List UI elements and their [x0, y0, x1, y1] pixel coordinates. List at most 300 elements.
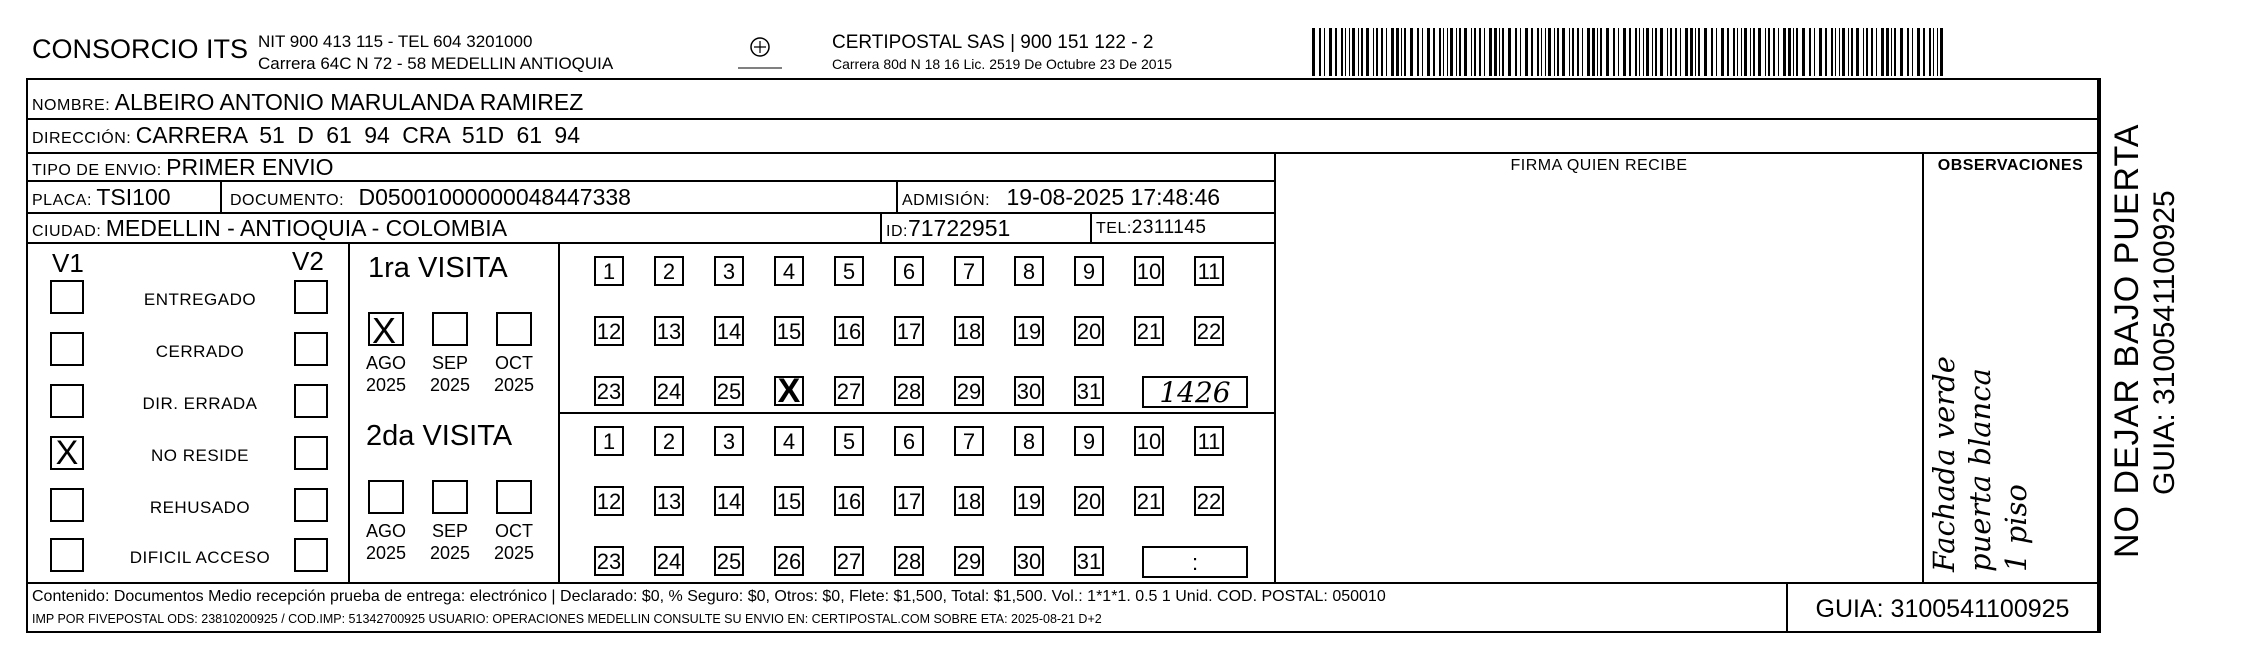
day-box [714, 546, 744, 576]
time-box [1142, 376, 1248, 408]
placa-value: TSI100 [96, 184, 171, 210]
day-number: 16 [836, 489, 862, 514]
certipostal-logo-icon [730, 34, 790, 74]
barcode-bar [1345, 28, 1346, 76]
barcode-bar [1814, 28, 1815, 76]
id-value: 71722951 [907, 215, 1011, 241]
day-box [774, 546, 804, 576]
barcode-bar [1891, 28, 1892, 76]
barcode-bar [1716, 28, 1717, 76]
tel-cell [1096, 217, 1206, 239]
day-number: 30 [1016, 549, 1042, 574]
first-visit-label: 1ra VISITA [368, 252, 508, 284]
documento-cell [230, 184, 631, 211]
day-number: 9 [1082, 259, 1096, 284]
day-number: 20 [1076, 489, 1102, 514]
barcode-bar [1704, 28, 1707, 76]
barcode-bar [1796, 28, 1798, 76]
barcode-bar [1675, 28, 1677, 76]
day-box [654, 376, 684, 406]
barcode-bar [1548, 28, 1551, 76]
barcode-bar [1670, 28, 1672, 76]
ciudad-value: MEDELLIN - ANTIOQUIA - COLOMBIA [105, 215, 508, 241]
barcode-bar [1515, 28, 1517, 76]
barcode-bar [1825, 28, 1827, 76]
status-label: REHUSADO [149, 498, 251, 517]
time-value: 1426 [1159, 376, 1231, 409]
day-box [894, 486, 924, 516]
barcode-bar [1848, 28, 1849, 76]
barcode-bar [1427, 28, 1430, 76]
day-number: 22 [1196, 489, 1222, 514]
day-box [1194, 426, 1224, 456]
day-box [834, 376, 864, 406]
day-number: 4 [782, 259, 796, 284]
barcode-bar [1643, 28, 1644, 76]
status-label: CERRADO [155, 342, 245, 361]
day-number: 17 [896, 319, 922, 344]
barcode-bar [1520, 28, 1521, 76]
status-v1-checkbox [50, 488, 84, 522]
day-number: 19 [1016, 319, 1042, 344]
day-number: 28 [896, 549, 922, 574]
observaciones-handwritten [1926, 356, 2034, 572]
day-box [894, 256, 924, 286]
day-box [714, 256, 744, 286]
barcode-bar [1835, 28, 1836, 76]
day-box [834, 316, 864, 346]
barcode-bar [1737, 28, 1738, 76]
day-box [1194, 486, 1224, 516]
barcode-bar [1525, 28, 1528, 76]
day-number: 25 [716, 549, 742, 574]
day-number: 29 [956, 379, 982, 404]
day-box [654, 256, 684, 286]
day-box [594, 376, 624, 406]
barcode-bar [1933, 28, 1934, 76]
month-label [358, 520, 414, 564]
barcode-bar [1456, 28, 1457, 76]
month-label [422, 352, 478, 396]
tel-label: TEL: [1096, 220, 1132, 237]
barcode-bar [1606, 28, 1609, 76]
barcode-bar [1765, 28, 1766, 76]
day-check-mark: X [777, 372, 801, 410]
month-year: 2025 [365, 543, 407, 563]
status-v1-checkbox [50, 384, 84, 418]
day-box [774, 486, 804, 516]
barcode-bar [1391, 28, 1394, 76]
observaciones-line-2: puerta blanca [1963, 368, 1997, 572]
barcode-bar [1471, 28, 1472, 76]
barcode-bar [1335, 28, 1337, 76]
barcode-bar [1929, 28, 1931, 76]
day-number: 3 [722, 429, 736, 454]
day-box [834, 486, 864, 516]
day-number: 8 [1022, 259, 1036, 284]
day-box [954, 486, 984, 516]
day-box [1194, 316, 1224, 346]
barcode-bar [1531, 28, 1533, 76]
barcode-bar [1886, 28, 1889, 76]
barcode-bar [1401, 28, 1402, 76]
day-box [1014, 426, 1044, 456]
day-number: 27 [836, 549, 862, 574]
month-check-mark: X [372, 310, 397, 351]
company-address: Carrera 64C N 72 - 58 MEDELLIN ANTIOQUIA [258, 54, 614, 73]
status-v1-checkbox [50, 280, 84, 314]
day-box [654, 546, 684, 576]
barcode-bar [1562, 28, 1565, 76]
certipostal-address: Carrera 80d N 18 16 Lic. 2519 De Octubre 23 De 2015 [832, 56, 1173, 72]
status-v2-checkbox [294, 332, 328, 366]
day-box [954, 316, 984, 346]
day-number: 3 [722, 259, 736, 284]
month-checkbox [496, 480, 532, 514]
tipo-envio-row [32, 154, 334, 181]
status-v2-checkbox [294, 488, 328, 522]
barcode-bar [1396, 28, 1399, 76]
barcode-bar [1788, 28, 1791, 76]
v2-label: V2 [292, 246, 324, 276]
day-box [1134, 316, 1164, 346]
day-number: 6 [902, 429, 916, 454]
day-box [1134, 426, 1164, 456]
day-box [594, 486, 624, 516]
day-box [594, 546, 624, 576]
nombre-row [32, 89, 583, 116]
barcode-bar [1753, 28, 1755, 76]
day-box [1074, 426, 1104, 456]
day-number: 21 [1136, 489, 1162, 514]
firma-label: FIRMA QUIEN RECIBE [1510, 157, 1688, 174]
day-number: 1 [602, 429, 616, 454]
barcode-bar [1569, 28, 1570, 76]
day-box [1014, 376, 1044, 406]
month-year: 2025 [493, 543, 535, 563]
day-box [954, 376, 984, 406]
day-number: 1 [602, 259, 616, 284]
barcode-bar [1635, 28, 1637, 76]
status-v1-checkbox [50, 538, 84, 572]
barcode-bar [1831, 28, 1833, 76]
day-box [954, 546, 984, 576]
id-cell [886, 215, 1010, 242]
barcode-bar [1545, 28, 1546, 76]
barcode-bar [1923, 28, 1925, 76]
admision-value: 19-08-2025 17:48:46 [1006, 184, 1221, 210]
admision-cell [902, 184, 1220, 211]
barcode-bar [1410, 28, 1413, 76]
day-box [1014, 546, 1044, 576]
status-v1-checkbox [50, 332, 84, 366]
day-box [1014, 316, 1044, 346]
observaciones-label: OBSERVACIONES [1937, 157, 2084, 174]
day-number: 6 [902, 259, 916, 284]
day-box [1074, 256, 1104, 286]
day-box [1014, 486, 1044, 516]
time-box [1142, 546, 1248, 578]
barcode-bar [1450, 28, 1453, 76]
day-number: 31 [1076, 549, 1102, 574]
barcode-bar [1773, 28, 1775, 76]
barcode-bar [1809, 28, 1811, 76]
month-checkbox [432, 312, 468, 346]
barcode-bar [1386, 28, 1387, 76]
day-box [1074, 316, 1104, 346]
barcode-bar [1900, 28, 1903, 76]
barcode-bar [1479, 28, 1481, 76]
day-number: 10 [1136, 259, 1162, 284]
barcode-bar [1856, 28, 1859, 76]
barcode-bar [1464, 28, 1467, 76]
placa-cell [32, 184, 171, 211]
barcode-bar [1783, 28, 1786, 76]
day-box [1074, 546, 1104, 576]
day-number: 21 [1136, 319, 1162, 344]
barcode-bar [1842, 28, 1845, 76]
barcode-bar [1381, 28, 1383, 76]
side-guia: GUIA: 3100541100925 [2148, 190, 2181, 495]
barcode-bar [1937, 28, 1938, 76]
day-box [1074, 376, 1104, 406]
barcode-bar [1484, 28, 1485, 76]
month-year: 2025 [365, 375, 407, 395]
day-number: 7 [962, 429, 976, 454]
barcode-bar [1577, 28, 1579, 76]
barcode-bar [1489, 28, 1492, 76]
barcode-bar [1502, 28, 1504, 76]
status-v2-checkbox [294, 538, 328, 572]
footer-imp: IMP POR FIVEPOSTAL ODS: 23810200925 / COD.IMP: 51342700925 USUARIO: OPERACIONES MEDELLIN CONSULTE SU ENVIO EN: CERTIPOSTAL.COM SOBRE ETA: 2025-08-21 D+2 [32, 612, 1102, 626]
barcode-bar [1474, 28, 1476, 76]
barcode-bar [1361, 28, 1363, 76]
day-box [1134, 486, 1164, 516]
day-number: 15 [776, 319, 802, 344]
ciudad-cell [32, 215, 507, 242]
barcode-bar [1685, 28, 1688, 76]
barcode-bar [1695, 28, 1696, 76]
day-box [894, 546, 924, 576]
barcode-bar [1312, 28, 1315, 76]
day-number: 23 [596, 379, 622, 404]
barcode-bar [1744, 28, 1747, 76]
barcode-bar [1376, 28, 1378, 76]
certipostal-logo [730, 34, 790, 74]
nombre-value: ALBEIRO ANTONIO MARULANDA RAMIREZ [114, 89, 584, 115]
status-v1-checkbox: X [50, 436, 84, 470]
barcode-bar [1447, 28, 1448, 76]
month-year: 2025 [429, 543, 471, 563]
observaciones-line-3: 1 piso [1999, 484, 2033, 572]
barcode-bar [1851, 28, 1853, 76]
day-box [954, 426, 984, 456]
day-number: 13 [656, 319, 682, 344]
barcode-bar [1341, 28, 1343, 76]
month-name: OCT [495, 353, 533, 373]
day-number: 15 [776, 489, 802, 514]
status-label: ENTREGADO [143, 290, 257, 309]
barcode-bar [1758, 28, 1761, 76]
status-label: NO RESIDE [150, 446, 250, 465]
direccion-value: CARRERA 51 D 61 94 CRA 51D 61 94 [135, 122, 581, 148]
day-box [654, 486, 684, 516]
barcode-bar [1652, 28, 1653, 76]
barcode-bar [1629, 28, 1631, 76]
day-number: 13 [656, 489, 682, 514]
day-box [834, 426, 864, 456]
day-number: 16 [836, 319, 862, 344]
day-number: 11 [1197, 429, 1221, 454]
month-name: OCT [495, 521, 533, 541]
barcode-bar [1600, 28, 1602, 76]
day-number: 22 [1196, 319, 1222, 344]
day-box [714, 316, 744, 346]
status-label: DIFICIL ACCESO [129, 548, 271, 567]
id-label: ID: [886, 223, 908, 240]
day-number: 26 [776, 549, 802, 574]
day-box [1074, 486, 1104, 516]
barcode-bar [1422, 28, 1423, 76]
admision-label: ADMISIÓN: [902, 192, 991, 209]
day-number: 27 [836, 379, 862, 404]
barcode-bar [1618, 28, 1619, 76]
day-number: 10 [1136, 429, 1162, 454]
barcode-bar [1917, 28, 1920, 76]
barcode-bar [1912, 28, 1913, 76]
barcode-bar [1907, 28, 1909, 76]
day-number: 20 [1076, 319, 1102, 344]
day-box [1194, 256, 1224, 286]
day-box [774, 426, 804, 456]
status-label: DIR. ERRADA [142, 394, 258, 413]
barcode-bar [1508, 28, 1511, 76]
month-name: SEP [431, 353, 469, 373]
day-number: 29 [956, 549, 982, 574]
day-box [774, 316, 804, 346]
barcode-bar [1741, 28, 1742, 76]
direccion-label: DIRECCIÓN: [32, 130, 132, 147]
barcode-bar [1582, 28, 1583, 76]
day-number: 18 [956, 319, 982, 344]
status-v2-checkbox [294, 280, 328, 314]
barcode-bar [1358, 28, 1359, 76]
footer-guia: GUIA: 3100541100925 [1815, 595, 2070, 623]
day-box [594, 316, 624, 346]
second-visit-label: 2da VISITA [366, 420, 513, 452]
day-box [594, 426, 624, 456]
day-box [654, 426, 684, 456]
barcode-bar [1863, 28, 1864, 76]
footer-contenido: Contenido: Documentos Medio recepción prueba de entrega: electrónico | Declarado: $0, % Seguro: $0, Otros: $0, Flete: $1,500, Total: $1,500. Vol.: 1*1*1. 0.5 1 Unid. COD. POSTAL: 050010 [32, 588, 1386, 605]
barcode-bar [1587, 28, 1590, 76]
time-value: : [1191, 550, 1199, 575]
no-dejar-bajo-puerta: NO DEJAR BAJO PUERTA [2108, 123, 2146, 558]
barcode-bar [1494, 28, 1497, 76]
day-number: 31 [1076, 379, 1102, 404]
barcode-bar [1768, 28, 1770, 76]
barcode-bar [1366, 28, 1369, 76]
month-label [486, 520, 542, 564]
month-label [486, 352, 542, 396]
barcode-bar [1750, 28, 1751, 76]
month-year: 2025 [493, 375, 535, 395]
barcode-bar [1433, 28, 1435, 76]
day-number: 11 [1197, 259, 1221, 284]
barcode-bar [1623, 28, 1626, 76]
barcode-bar [1802, 28, 1805, 76]
day-box [714, 426, 744, 456]
barcode-bar [1557, 28, 1559, 76]
barcode-bar [1698, 28, 1700, 76]
day-box [834, 256, 864, 286]
barcode-bar [1690, 28, 1693, 76]
direccion-row [32, 122, 580, 149]
tipo-envio-value: PRIMER ENVIO [166, 154, 334, 180]
month-checkbox [496, 312, 532, 346]
day-number: 9 [1082, 429, 1096, 454]
day-box [894, 316, 924, 346]
month-checkbox [368, 480, 404, 514]
nombre-label: NOMBRE: [32, 97, 111, 114]
barcode [1312, 28, 1947, 76]
company-nit: NIT 900 413 115 - TEL 604 3201000 [258, 32, 533, 51]
month-year: 2025 [429, 375, 471, 395]
barcode-bar [1499, 28, 1500, 76]
barcode-bar [1324, 28, 1325, 76]
status-v2-checkbox [294, 384, 328, 418]
barcode-bar [1881, 28, 1884, 76]
day-number: 23 [596, 549, 622, 574]
barcode-bar [1404, 28, 1406, 76]
placa-label: PLACA: [32, 192, 92, 209]
documento-label: DOCUMENTO: [230, 192, 345, 209]
barcode-bar [1721, 28, 1724, 76]
barcode-bar [1871, 28, 1873, 76]
barcode-bar [1592, 28, 1595, 76]
day-number: 2 [662, 429, 676, 454]
barcode-bar [1646, 28, 1649, 76]
day-box [894, 426, 924, 456]
day-box [774, 372, 804, 410]
day-box [894, 376, 924, 406]
day-box [714, 376, 744, 406]
day-number: 24 [656, 549, 682, 574]
barcode-bar [1349, 28, 1350, 76]
barcode-bar [1866, 28, 1868, 76]
ciudad-label: CIUDAD: [32, 223, 102, 240]
barcode-bar [1839, 28, 1840, 76]
day-box [834, 546, 864, 576]
company-name: CONSORCIO ITS [32, 34, 249, 64]
barcode-bar [1459, 28, 1461, 76]
day-number: 14 [716, 319, 742, 344]
barcode-bar [1352, 28, 1355, 76]
barcode-bar [1793, 28, 1794, 76]
barcode-bar [1319, 28, 1321, 76]
day-number: 5 [842, 259, 856, 284]
month-label [358, 352, 414, 396]
day-number: 2 [662, 259, 676, 284]
barcode-bar [1711, 28, 1713, 76]
tipo-envio-label: TIPO DE ENVIO: [32, 162, 162, 179]
month-label [422, 520, 478, 564]
day-box [714, 486, 744, 516]
day-box [594, 256, 624, 286]
barcode-bar [1417, 28, 1419, 76]
barcode-bar [1778, 28, 1779, 76]
barcode-bar [1439, 28, 1441, 76]
